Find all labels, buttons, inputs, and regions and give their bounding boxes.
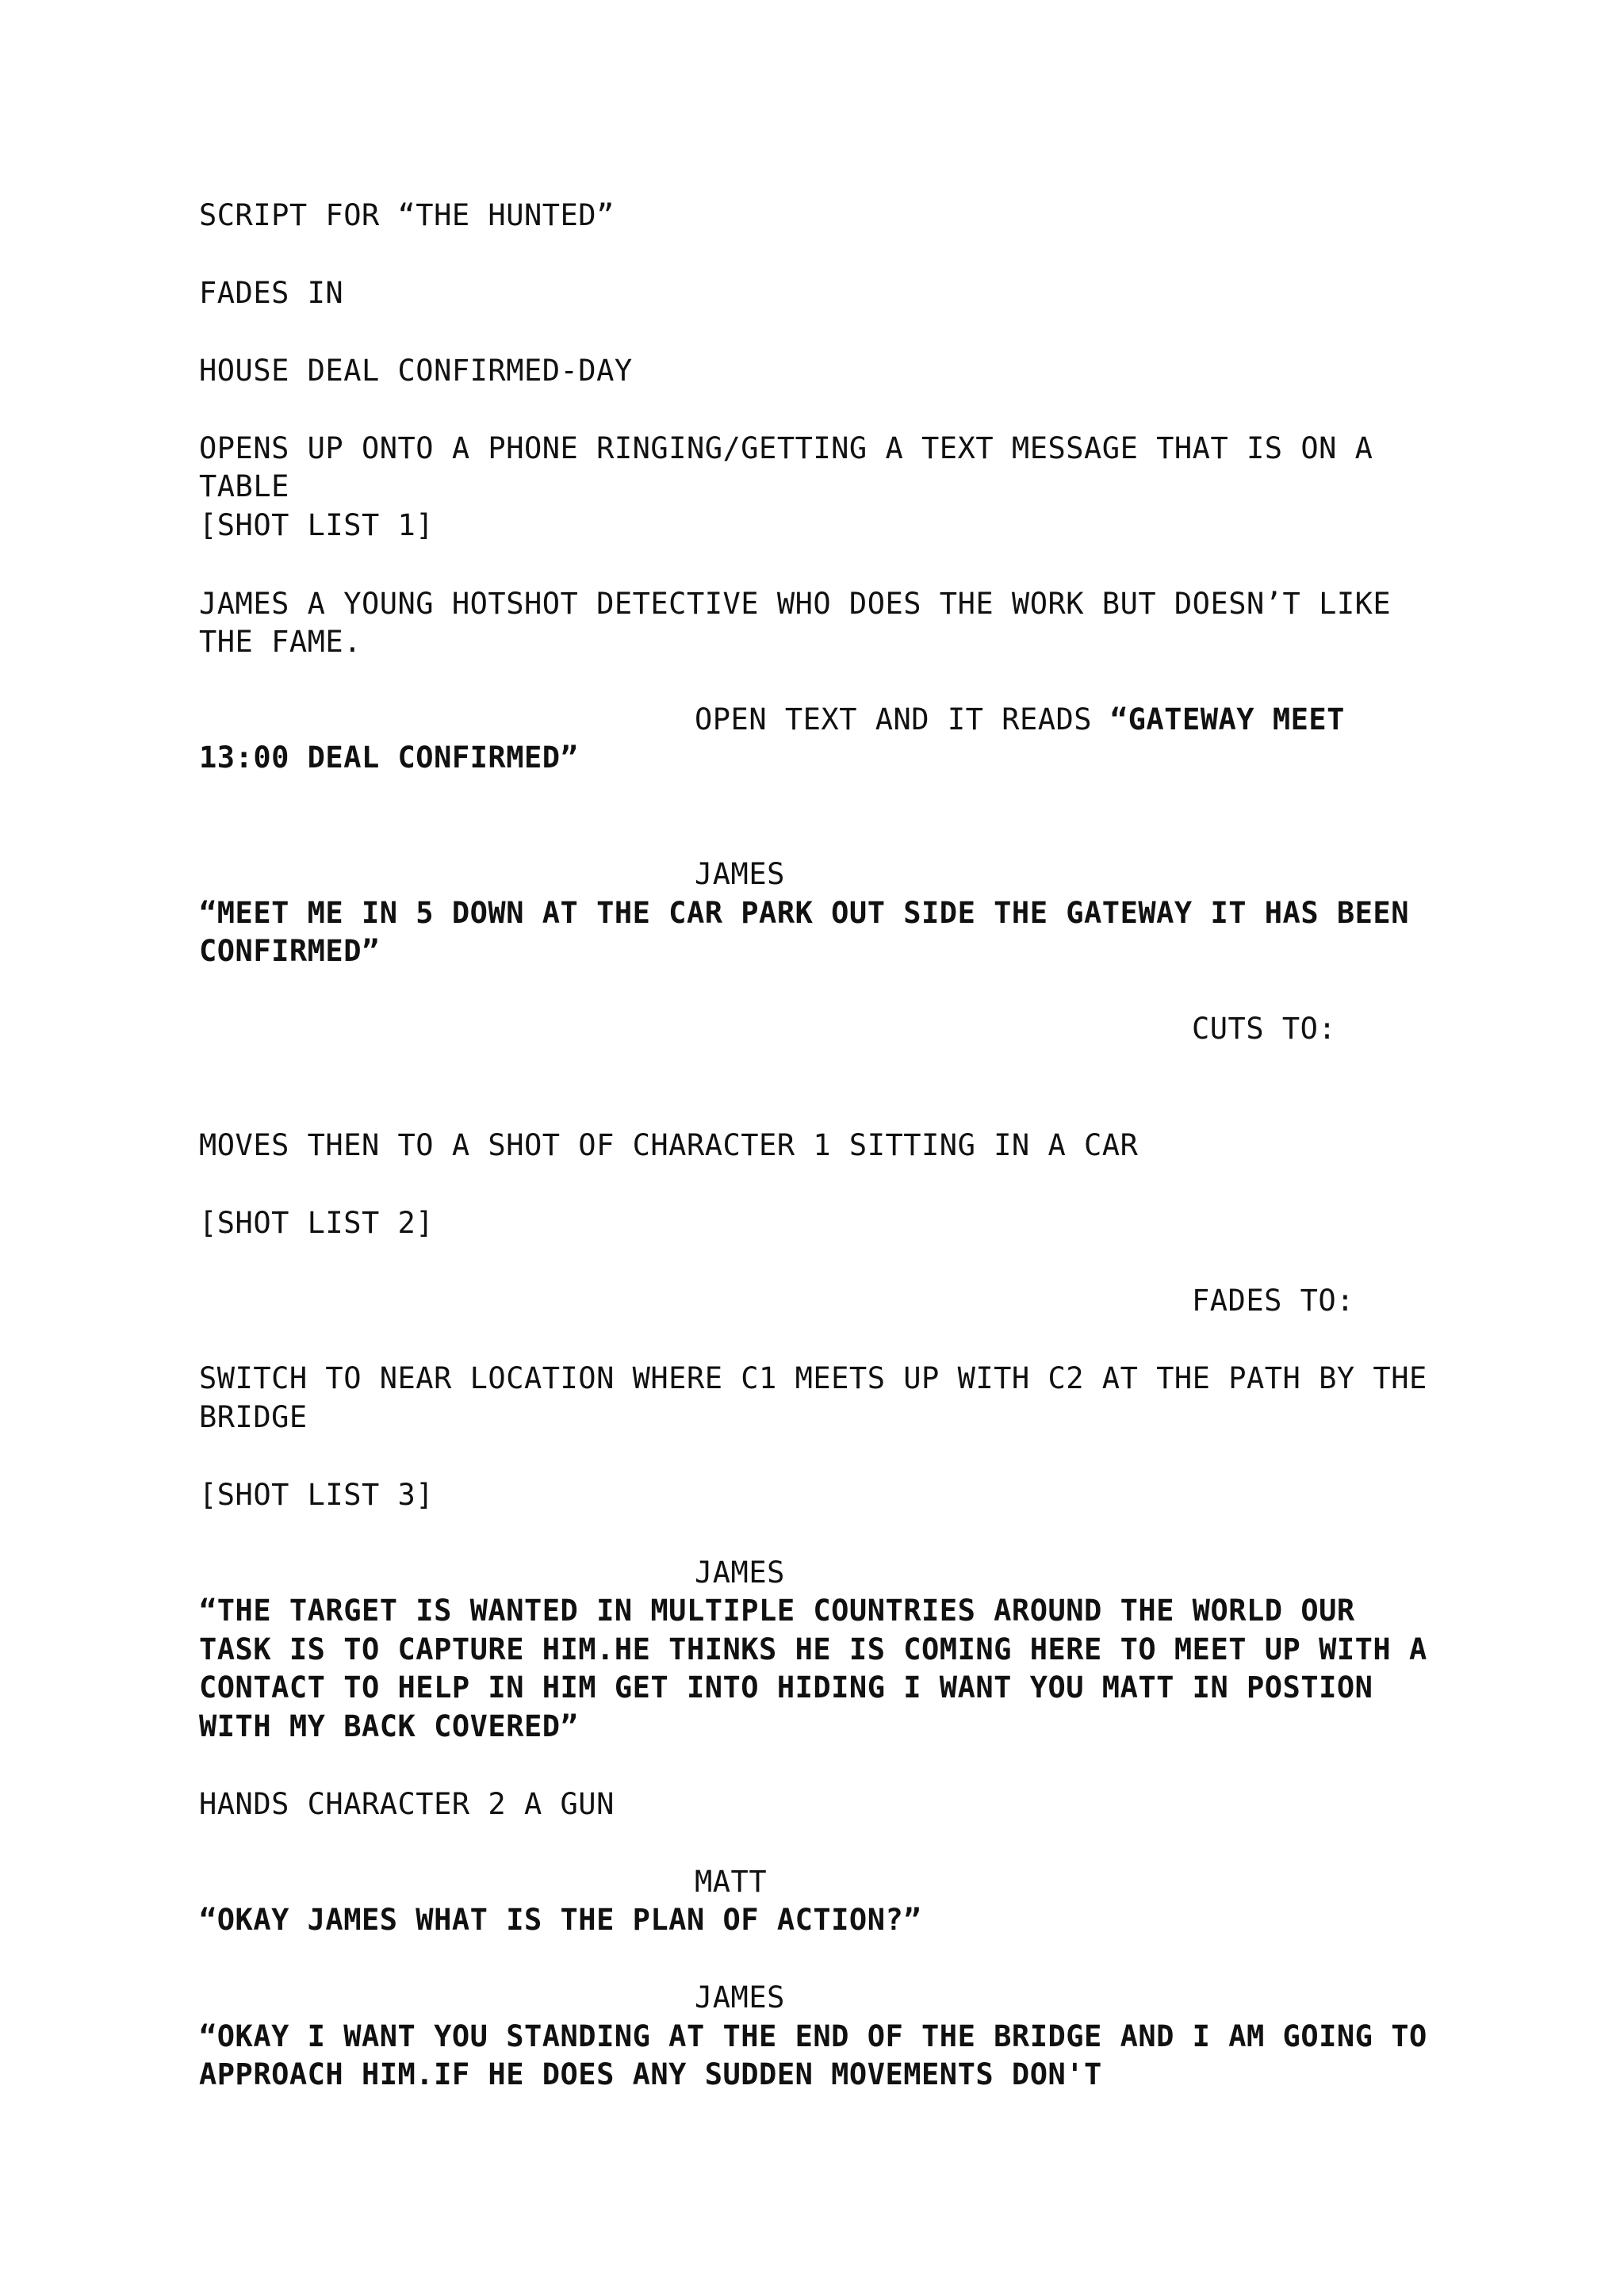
action-line: BRIDGE (199, 1400, 308, 1434)
scene-heading: HOUSE DEAL CONFIRMED-DAY (199, 354, 633, 388)
shot-list-note: [SHOT LIST 1] (199, 508, 435, 542)
action-line: HANDS CHARACTER 2 A GUN (199, 1787, 615, 1821)
transition-cut: CUTS TO: (1192, 1012, 1337, 1046)
dialogue-line: CONFIRMED” (199, 934, 380, 968)
character-name: JAMES (695, 857, 785, 891)
text-intro: OPEN TEXT AND IT READS (695, 702, 1110, 737)
dialogue-line: CONTACT TO HELP IN HIM GET INTO HIDING I WANT YOU MATT IN POSTION (199, 1670, 1373, 1705)
character-name: JAMES (695, 1556, 785, 1590)
character-name: MATT (695, 1865, 768, 1899)
action-line: JAMES A YOUNG HOTSHOT DETECTIVE WHO DOES THE WORK BUT DOESN’T LIKE (199, 587, 1392, 621)
action-line: SWITCH TO NEAR LOCATION WHERE C1 MEETS UP WITH C2 AT THE PATH BY THE (199, 1361, 1427, 1395)
dialogue-line: APPROACH HIM.IF HE DOES ANY SUDDEN MOVEMENTS DON'T (199, 2057, 1102, 2091)
dialogue-line: “MEET ME IN 5 DOWN AT THE CAR PARK OUT SIDE THE GATEWAY IT HAS BEEN (199, 896, 1409, 930)
action-line: TABLE (199, 469, 289, 503)
transition-fade-in: FADES IN (199, 276, 344, 310)
action-line: THE FAME. (199, 625, 362, 659)
shot-list-note: [SHOT LIST 3] (199, 1478, 435, 1512)
dialogue-line: “OKAY I WANT YOU STANDING AT THE END OF THE BRIDGE AND I AM GOING TO (199, 2019, 1427, 2053)
dialogue-line: “THE TARGET IS WANTED IN MULTIPLE COUNTRIES AROUND THE WORLD OUR (199, 1594, 1355, 1628)
dialogue-line: WITH MY BACK COVERED” (199, 1709, 579, 1743)
text-quote-continued: 13:00 DEAL CONFIRMED” (199, 740, 579, 775)
transition-fade: FADES TO: (1192, 1284, 1354, 1318)
shot-list-note: [SHOT LIST 2] (199, 1206, 435, 1240)
text-quote: “GATEWAY MEET (1109, 702, 1345, 737)
action-line: MOVES THEN TO A SHOT OF CHARACTER 1 SITTING IN A CAR (199, 1128, 1139, 1162)
script-title: SCRIPT FOR “THE HUNTED” (199, 198, 615, 232)
action-line: OPENS UP ONTO A PHONE RINGING/GETTING A TEXT MESSAGE THAT IS ON A (199, 431, 1373, 465)
text-message-line (695, 701, 1345, 739)
character-name: JAMES (695, 1980, 785, 2015)
dialogue-line: “OKAY JAMES WHAT IS THE PLAN OF ACTION?” (199, 1903, 922, 1937)
dialogue-line: TASK IS TO CAPTURE HIM.HE THINKS HE IS COMING HERE TO MEET UP WITH A (199, 1632, 1427, 1667)
